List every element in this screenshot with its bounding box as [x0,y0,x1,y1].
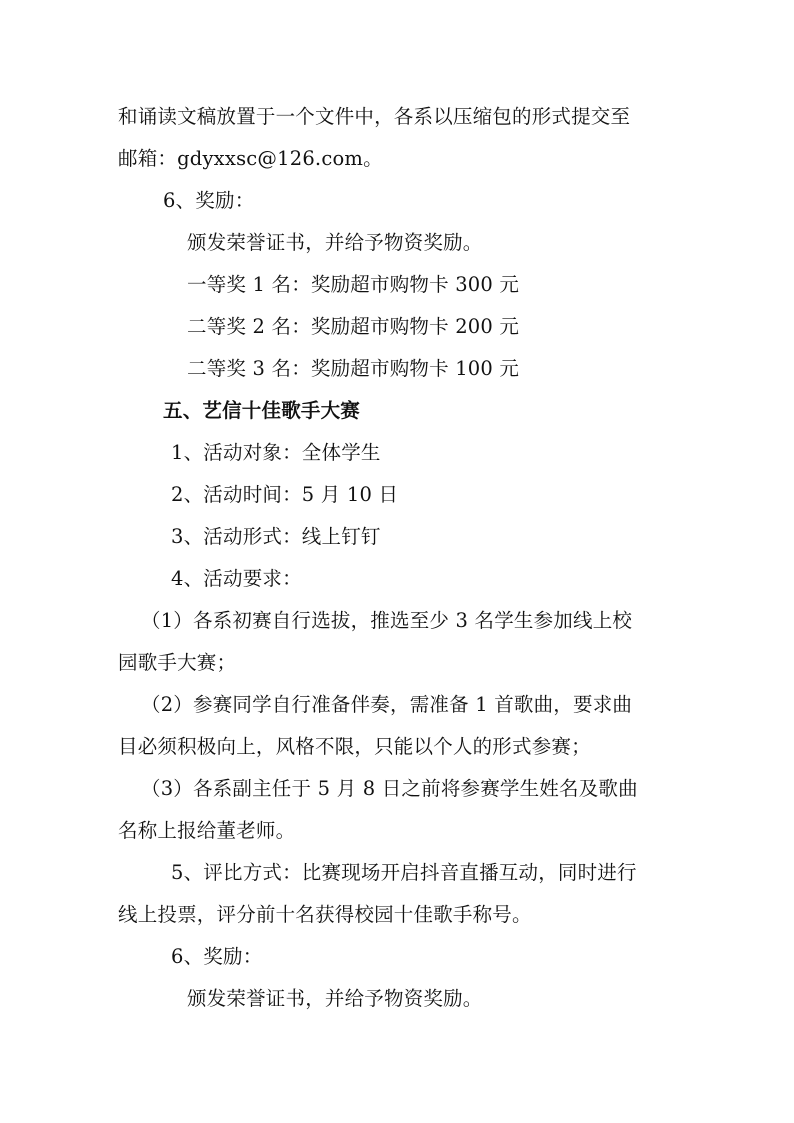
activity-time: 2、活动时间：5 月 10 日 [171,483,399,506]
section-item-reward: 6、奖励： [163,189,255,212]
requirement-2-line-1: （2）参赛同学自行准备伴奏，需准备 1 首歌曲，要求曲 [141,693,633,716]
activity-requirements: 4、活动要求： [171,567,302,590]
reward-description: 颁发荣誉证书，并给予物资奖励。 [187,231,483,254]
reward-first-prize: 一等奖 1 名：奖励超市购物卡 300 元 [187,273,520,296]
paragraph-line-email: 邮箱：gdyxxsc@126.com。 [118,147,383,170]
reward-third-prize: 二等奖 3 名：奖励超市购物卡 100 元 [187,357,520,380]
requirement-3-line-2: 名称上报给董老师。 [118,819,296,842]
activity-target: 1、活动对象：全体学生 [171,441,381,464]
evaluation-method-line-2: 线上投票，评分前十名获得校园十佳歌手称号。 [118,903,532,926]
reward-second-prize: 二等奖 2 名：奖励超市购物卡 200 元 [187,315,520,338]
evaluation-method-line-1: 5、评比方式：比赛现场开启抖音直播互动，同时进行 [171,861,637,884]
requirement-1-line-1: （1）各系初赛自行选拔，推选至少 3 名学生参加线上校 [141,609,633,632]
section-item-reward-2: 6、奖励： [171,945,263,968]
requirement-2-line-2: 目必须积极向上，风格不限，只能以个人的形式参赛； [118,735,591,758]
activity-format: 3、活动形式：线上钉钉 [171,525,381,548]
reward-description-2: 颁发荣誉证书，并给予物资奖励。 [187,987,483,1010]
requirement-1-line-2: 园歌手大赛； [118,651,237,674]
paragraph-line-submission: 和诵读文稿放置于一个文件中，各系以压缩包的形式提交至 [118,105,631,128]
section-heading-singer-contest: 五、艺信十佳歌手大赛 [163,399,361,422]
requirement-3-line-1: （3）各系副主任于 5 月 8 日之前将参赛学生姓名及歌曲 [141,777,638,800]
